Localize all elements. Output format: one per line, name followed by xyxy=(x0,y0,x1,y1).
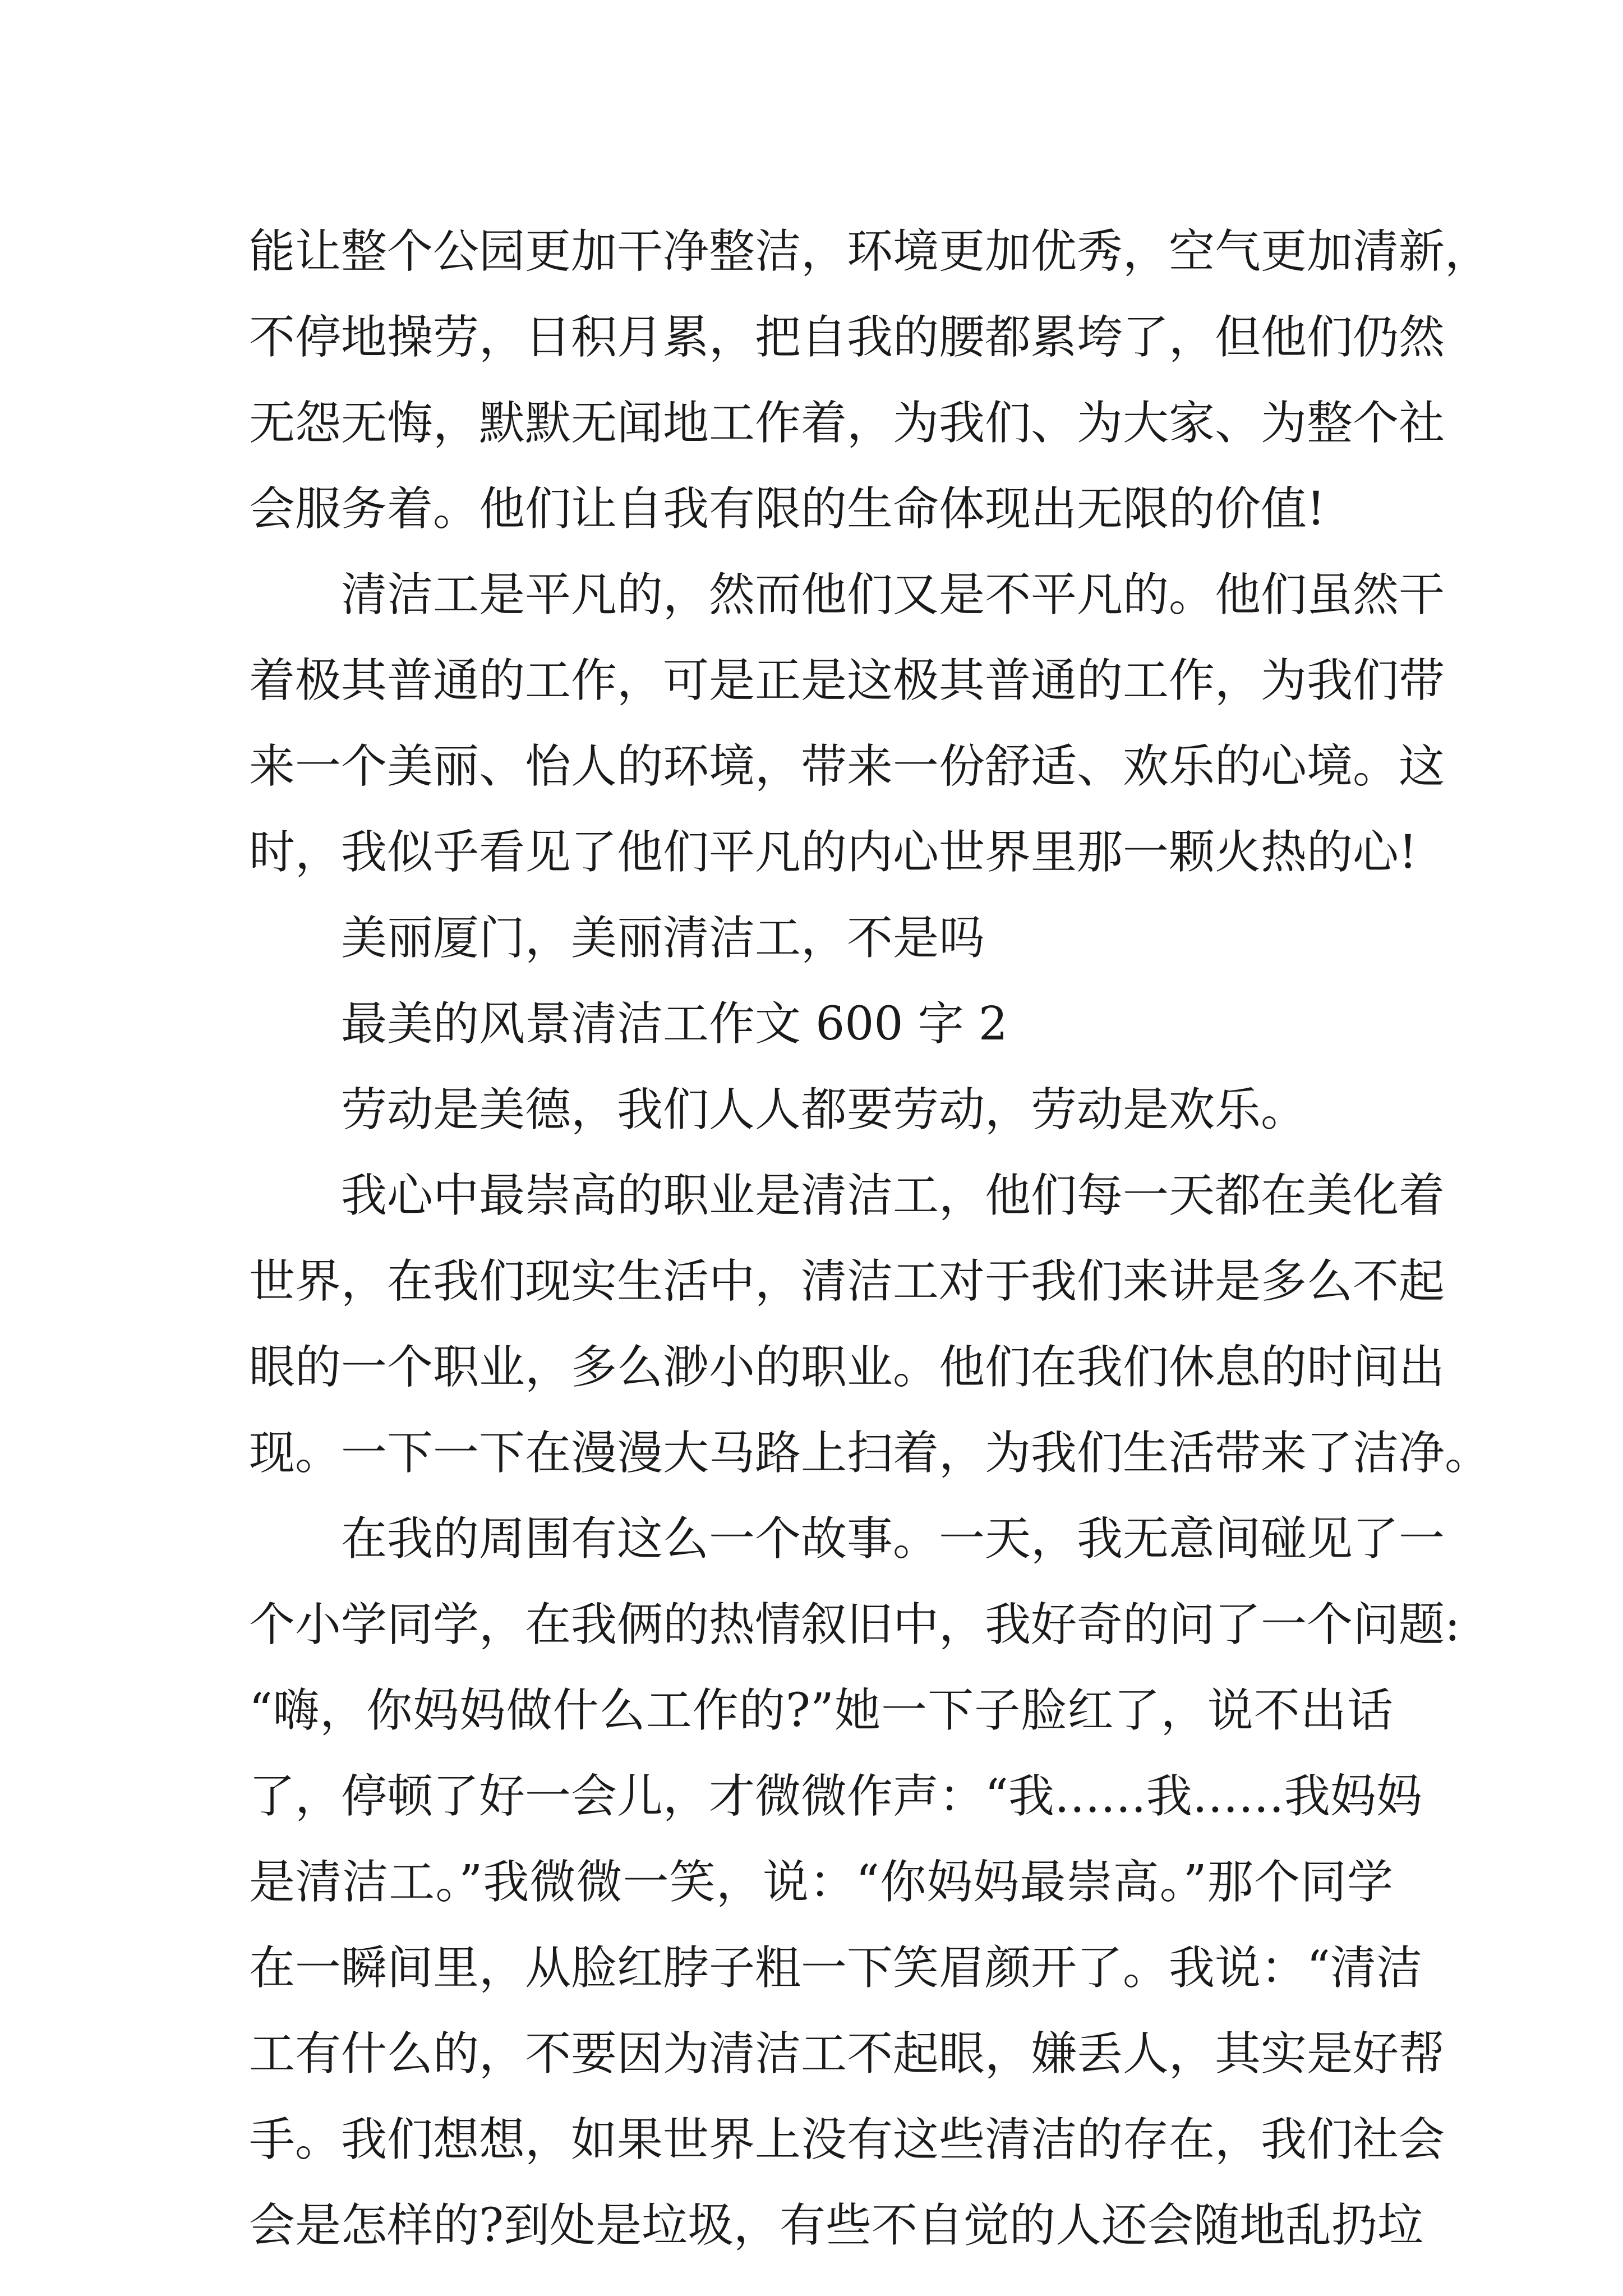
text-line: 能让整个公园更加干净整洁，环境更加优秀，空气更加清新， xyxy=(249,225,1491,278)
text-line: 会服务着。他们让自我有限的生命体现出无限的价值! xyxy=(249,482,1325,536)
text-line: 无怨无悔，默默无闻地工作着，为我们、为大家、为整个社 xyxy=(249,397,1445,450)
text-line: 手。我们想想，如果世界上没有这些清洁的存在，我们社会 xyxy=(249,2113,1445,2166)
section-heading: 最美的风景清洁工作文 600 字 2 xyxy=(341,997,1008,1051)
text-line: 不停地操劳，日积月累，把自我的腰都累垮了，但他们仍然 xyxy=(249,311,1445,364)
text-line: 会是怎样的?到处是垃圾，有些不自觉的人还会随地乱扔垃 xyxy=(249,2199,1423,2252)
text-line: 清洁工是平凡的，然而他们又是不平凡的。他们虽然干 xyxy=(341,568,1445,622)
text-line: 着极其普通的工作，可是正是这极其普通的工作，为我们带 xyxy=(249,654,1445,707)
text-line: 劳动是美德，我们人人都要劳动，劳动是欢乐。 xyxy=(341,1083,1307,1137)
text-line: 美丽厦门，美丽清洁工，不是吗 xyxy=(341,912,985,965)
text-line: 是清洁工。”我微微一笑，说：“你妈妈最崇高。”那个同学 xyxy=(249,1856,1393,1909)
document-body xyxy=(249,209,1491,2269)
text-line: 在一瞬间里，从脸红脖子粗一下笑眉颜开了。我说：“清洁 xyxy=(249,1941,1422,1995)
text-line: 了，停顿了好一会儿，才微微作声：“我……我……我妈妈 xyxy=(249,1770,1422,1823)
text-line: 现。一下一下在漫漫大马路上扫着，为我们生活带来了洁净。 xyxy=(249,1427,1491,1480)
text-line: 时，我似乎看见了他们平凡的内心世界里那一颗火热的心! xyxy=(249,826,1417,879)
text-line: 个小学同学，在我俩的热情叙旧中，我好奇的问了一个问题: xyxy=(249,1598,1460,1651)
text-line: 我心中最崇高的职业是清洁工，他们每一天都在美化着 xyxy=(341,1169,1445,1222)
text-line: 在我的周围有这么一个故事。一天，我无意间碰见了一 xyxy=(341,1512,1445,1566)
text-line: 来一个美丽、怡人的环境，带来一份舒适、欢乐的心境。这 xyxy=(249,740,1445,793)
text-line: 世界，在我们现实生活中，清洁工对于我们来讲是多么不起 xyxy=(249,1255,1445,1308)
text-line: 眼的一个职业，多么渺小的职业。他们在我们休息的时间出 xyxy=(249,1341,1445,1394)
text-line: “嗨，你妈妈做什么工作的?”她一下子脸红了，说不出话 xyxy=(249,1684,1393,1737)
text-line: 工有什么的，不要因为清洁工不起眼，嫌丢人，其实是好帮 xyxy=(249,2027,1445,2081)
